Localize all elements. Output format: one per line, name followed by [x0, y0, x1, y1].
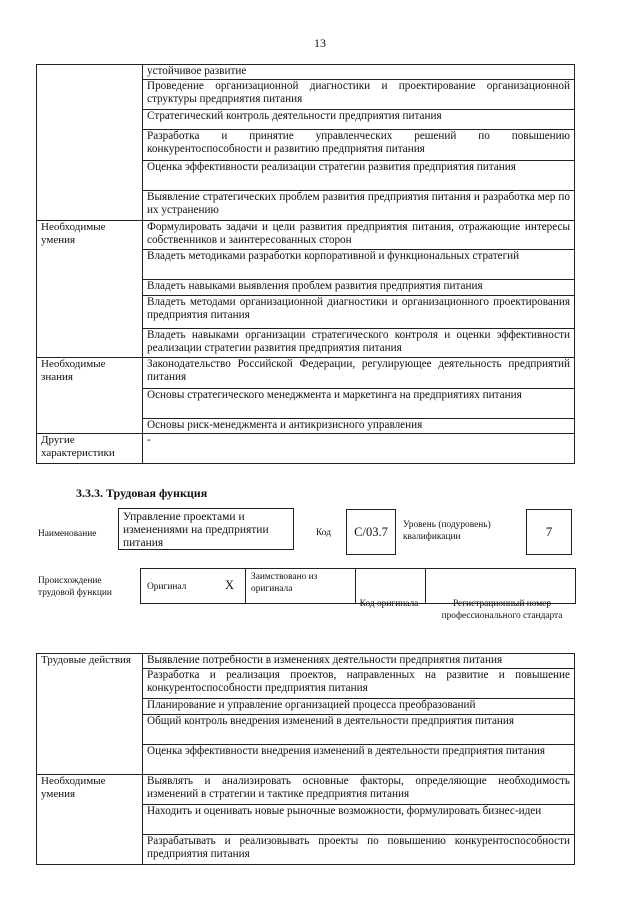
code-box: C/03.7	[346, 509, 396, 555]
requirements-table-1	[36, 64, 575, 464]
table-row: Оценка эффективности внедрения изменений в деятельности предприятия питания	[143, 745, 575, 775]
function-name-box: Управление проектами и изменениями на предприятии питания	[118, 508, 294, 550]
table-row: Разрабатывать и реализовывать проекты по повышению конкурентоспособности предприятия питания	[143, 835, 575, 865]
level-box: 7	[526, 509, 572, 555]
name-label: Наименование	[38, 529, 97, 539]
group-label: Необходимые умения	[37, 775, 143, 865]
group-label	[37, 65, 143, 221]
table-row: Разработка и реализация проектов, направленных на развитие и повышение конкурентоспособности предприятия питания	[143, 669, 575, 699]
table-row: устойчивое развитие	[143, 65, 575, 80]
origin-label: Происхождение трудовой функции	[38, 576, 112, 598]
requirements-table-2	[36, 653, 575, 865]
divider	[425, 569, 426, 603]
table-row: Оценка эффективности реализации стратегии развития предприятия питания	[143, 161, 575, 191]
table-row: Стратегический контроль деятельности предприятия питания	[143, 110, 575, 130]
table-row: Планирование и управление организацией процесса преобразований	[143, 699, 575, 715]
group-label: Трудовые действия	[37, 654, 143, 775]
table-row: Выявлять и анализировать основные факторы, определяющие необходимость изменений в стратегии и тактике предприятия питания	[143, 775, 575, 805]
table-row: Владеть методами организационной диагностики и организационного проектирования предприятия питания	[143, 296, 575, 329]
table-row: Общий контроль внедрения изменений в деятельности предприятия питания	[143, 715, 575, 745]
page-number: 13	[314, 36, 326, 50]
divider	[245, 569, 246, 603]
table-row: Выявление стратегических проблем развития предприятия питания и разработка мер по их устранению	[143, 191, 575, 221]
group-label: Необходимые умения	[37, 221, 143, 358]
table-row: Находить и оценивать новые рыночные возможности, формулировать бизнес-идеи	[143, 805, 575, 835]
table-row: -	[143, 434, 575, 464]
table-row: Основы риск-менеджмента и антикризисного управления	[143, 419, 575, 434]
reg-number-caption: Регистрационный номер профессионального стандарта	[441, 599, 563, 621]
code-original-caption: Код оригинала	[359, 599, 419, 609]
section-heading: 3.3.3. Трудовая функция	[76, 486, 208, 500]
table-row: Законодательство Российской Федерации, регулирующее деятельность предприятий питания	[143, 358, 575, 389]
group-label: Необходимые знания	[37, 358, 143, 434]
table-row: Проведение организационной диагностики и проектирование организационной структуры предприятия питания	[143, 80, 575, 110]
borrowed-label: Заимствовано из оригинала	[251, 572, 318, 594]
level-label: Уровень (подуровень) квалификации	[403, 520, 491, 542]
code-label: Код	[316, 528, 331, 538]
table-row: Формулировать задачи и цели развития предприятия питания, отражающие интересы собственников и заинтересованных сторон	[143, 221, 575, 250]
original-mark: X	[225, 578, 235, 592]
table-row: Разработка и принятие управленческих решений по повышению конкурентоспособности и развитию предприятия питания	[143, 130, 575, 161]
original-label: Оригинал	[147, 582, 187, 592]
table-row: Владеть навыками организации стратегического контроля и оценки эффективности реализации стратегии развития предприятия питания	[143, 329, 575, 358]
table-row: Владеть методиками разработки корпоративной и функциональных стратегий	[143, 250, 575, 280]
table-row: Основы стратегического менеджмента и маркетинга на предприятиях питания	[143, 389, 575, 419]
table-row: Владеть навыками выявления проблем развития предприятия питания	[143, 280, 575, 296]
group-label: Другие характеристики	[37, 434, 143, 464]
table-row: Выявление потребности в изменениях деятельности предприятия питания	[143, 654, 575, 669]
